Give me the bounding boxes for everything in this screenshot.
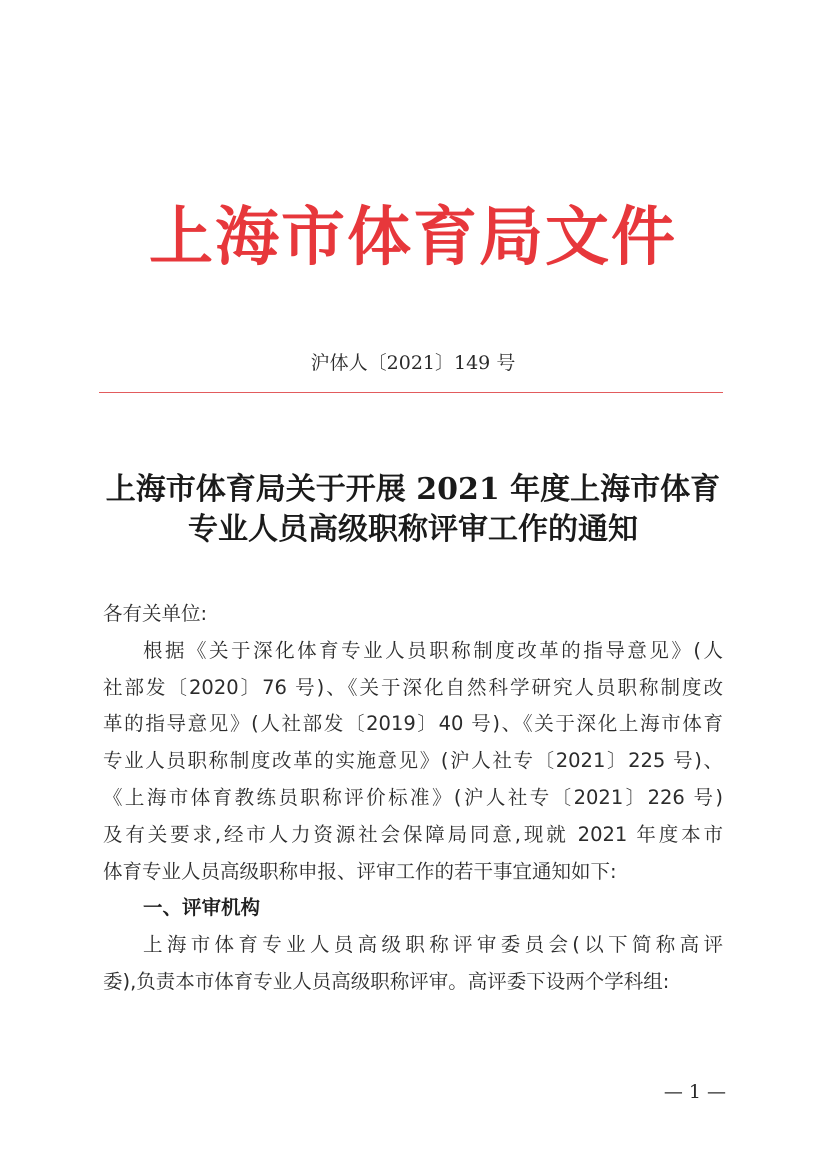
paragraph-line: 专业人员职称制度改革的实施意见》(沪人社专〔2021〕225 号)、 <box>103 749 723 773</box>
document-number: 沪体人〔2021〕149 号 <box>310 352 516 374</box>
paragraph-line: 体育专业人员高级职称申报、评审工作的若干事宜通知如下: <box>103 859 617 883</box>
section-heading: 一、评审机构 <box>143 896 261 920</box>
title-line: 上海市体育局关于开展 2021 年度上海市体育 <box>105 472 721 507</box>
red-separator-line <box>99 392 723 393</box>
paragraph-line: 革的指导意见》(人社部发〔2019〕40 号)、《关于深化上海市体育 <box>103 712 723 736</box>
paragraph-line: 根据《关于深化体育专业人员职称制度改革的指导意见》(人 <box>143 638 723 662</box>
paragraph-line: 《上海市体育教练员职称评价标准》(沪人社专〔2021〕226 号) <box>103 785 723 809</box>
paragraph-line: 社部发〔2020〕76 号)、《关于深化自然科学研究人员职称制度改 <box>103 675 723 699</box>
salutation: 各有关单位: <box>103 602 208 625</box>
paragraph-line: 上海市体育专业人员高级职称评审委员会(以下简称高评 <box>143 933 723 957</box>
document-body <box>103 596 723 1001</box>
document-title <box>0 470 826 550</box>
issuing-authority-header: 上海市体育局文件 <box>149 200 677 275</box>
page-number: — 1 — <box>663 1081 726 1103</box>
title-line: 专业人员高级职称评审工作的通知 <box>188 512 638 547</box>
paragraph-line: 委),负责本市体育专业人员高级职称评审。高评委下设两个学科组: <box>103 969 670 993</box>
paragraph-line: 及有关要求,经市人力资源社会保障局同意,现就 2021 年度本市 <box>103 822 723 846</box>
